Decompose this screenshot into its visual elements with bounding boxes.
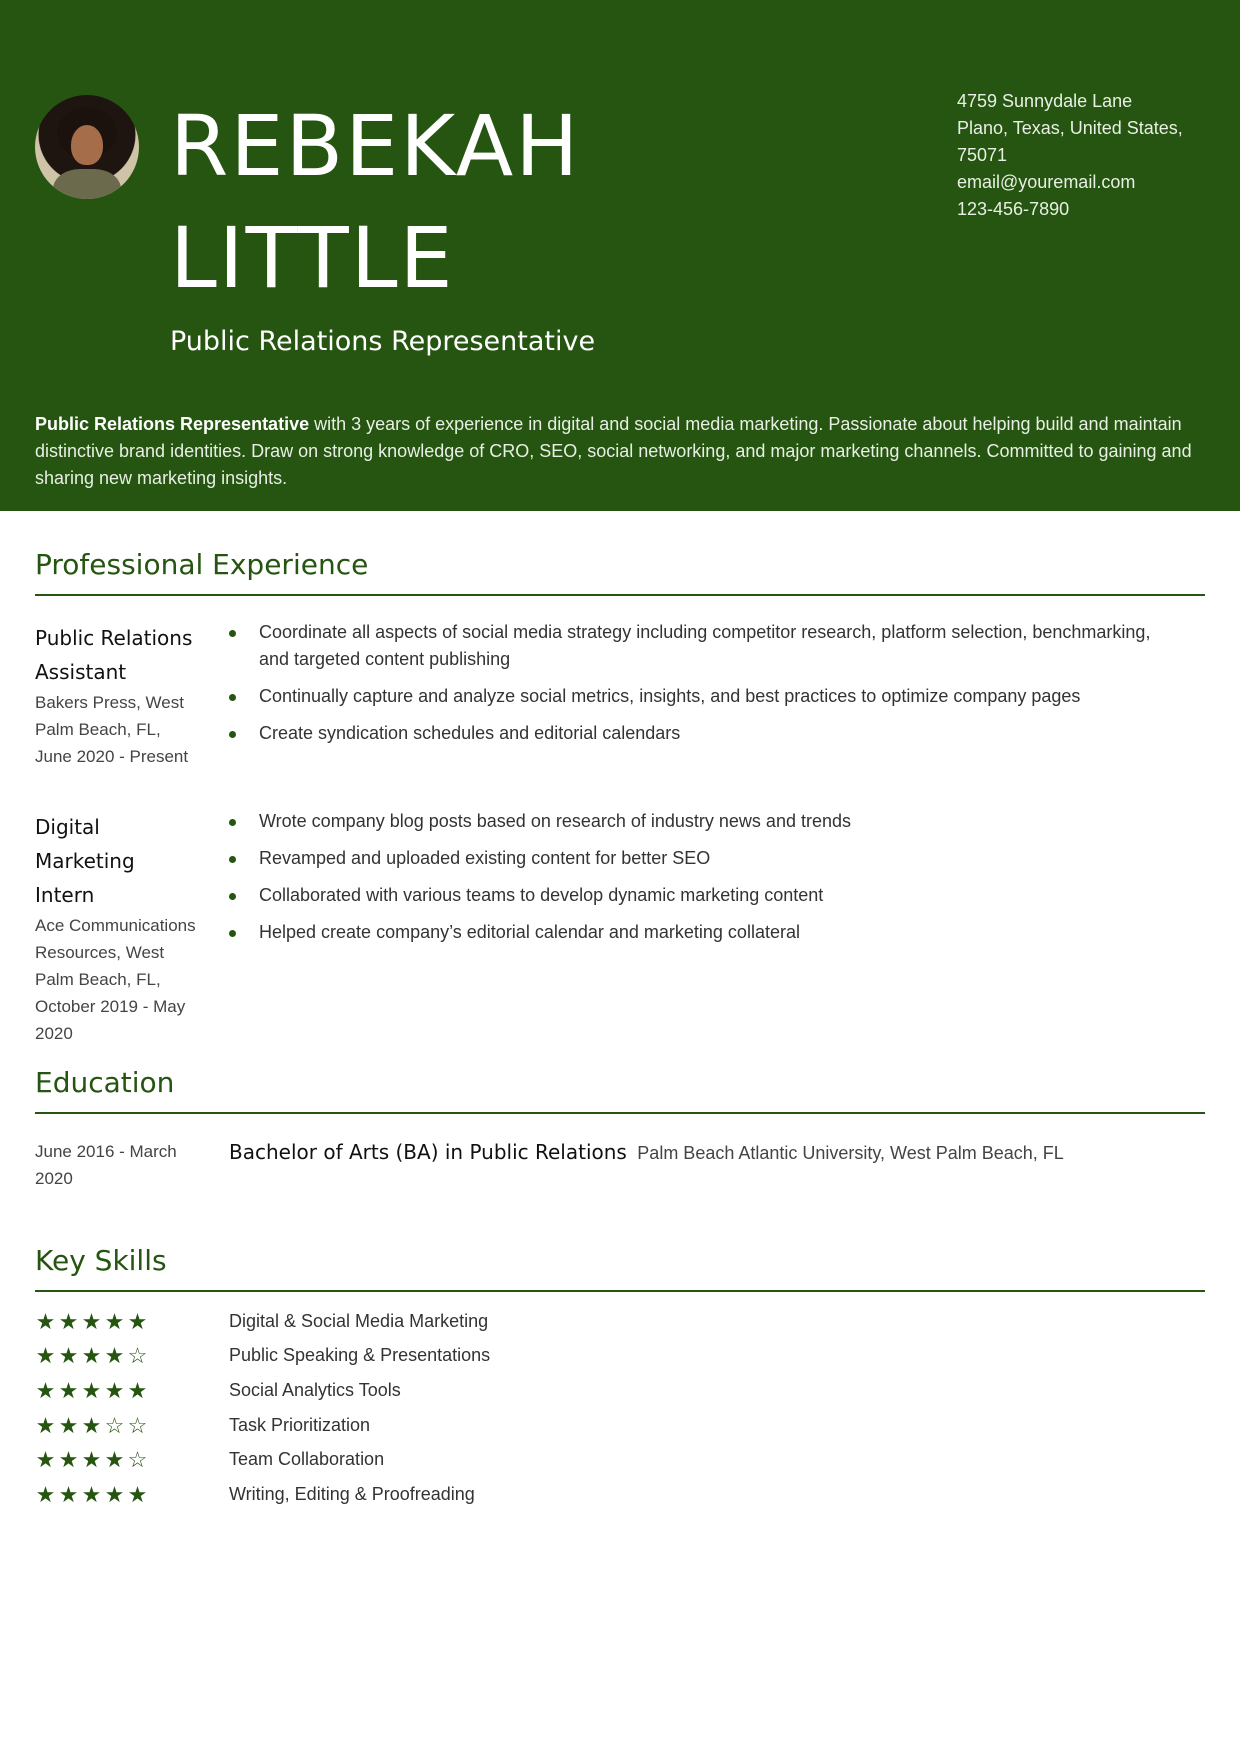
star-filled-icon: ★	[104, 1308, 125, 1334]
skills-list	[35, 1304, 935, 1512]
star-filled-icon: ★	[127, 1377, 148, 1403]
contact-email: email@youremail.com	[957, 172, 1136, 192]
job-1-bullet: Continually capture and analyze social metrics, insights, and best practices to optimize company pages	[229, 683, 1179, 710]
summary-text: with 3 years of experience in digital and social media marketing. Passionate about helping build and maintain distinctive brand identities. Draw on strong knowledge of CRO, SEO, social networking, and major marketing channels. Committed to gaining and sharing new marketing insights.	[35, 414, 1192, 488]
skill-name: Task Prioritization	[229, 1414, 371, 1435]
star-filled-icon: ★	[58, 1412, 79, 1438]
star-filled-icon: ★	[58, 1377, 79, 1403]
star-outline-icon: ☆	[127, 1412, 148, 1438]
skill-name: Digital & Social Media Marketing	[229, 1310, 489, 1331]
star-filled-icon: ★	[127, 1481, 148, 1507]
education-entry	[229, 1140, 1064, 1164]
job-2-bullet: Wrote company blog posts based on research of industry news and trends	[229, 808, 1179, 835]
contact-phone: 123-456-7890	[957, 199, 1070, 219]
job-1-bullet: Create syndication schedules and editorial calendars	[229, 720, 1179, 747]
star-filled-icon: ★	[127, 1308, 148, 1334]
skill-row	[35, 1477, 935, 1512]
job-2-details	[35, 810, 200, 1047]
profile-summary	[35, 411, 1205, 492]
skills-divider	[35, 1290, 1205, 1292]
contact-details	[957, 88, 1197, 223]
skill-row	[35, 1442, 935, 1477]
star-filled-icon: ★	[104, 1377, 125, 1403]
star-filled-icon: ★	[58, 1447, 79, 1473]
skill-name: Public Speaking & Presentations	[229, 1345, 491, 1366]
skill-name: Writing, Editing & Proofreading	[229, 1483, 475, 1504]
profile-photo-shirt	[53, 169, 121, 199]
job-2-meta: Ace Communications Resources, West Palm Beach, FL, October 2019 - May 2020	[35, 916, 196, 1043]
skill-name: Social Analytics Tools	[229, 1379, 401, 1400]
job-2-title: Digital Marketing Intern	[35, 815, 135, 907]
star-filled-icon: ★	[81, 1481, 102, 1507]
star-filled-icon: ★	[35, 1343, 56, 1369]
education-school: Palm Beach Atlantic University, West Palm Beach, FL	[637, 1143, 1064, 1163]
profile-photo	[35, 95, 139, 199]
skill-rating	[35, 1481, 229, 1507]
job-1-title: Public Relations Assistant	[35, 626, 193, 684]
star-filled-icon: ★	[81, 1377, 102, 1403]
job-1-bullet: Coordinate all aspects of social media strategy including competitor research, platform selection, benchmarking, and targeted content publishing	[229, 619, 1179, 673]
star-filled-icon: ★	[104, 1343, 125, 1369]
star-filled-icon: ★	[35, 1447, 56, 1473]
star-filled-icon: ★	[81, 1412, 102, 1438]
skill-row	[35, 1304, 935, 1339]
star-filled-icon: ★	[35, 1308, 56, 1334]
star-filled-icon: ★	[58, 1343, 79, 1369]
skill-rating	[35, 1308, 229, 1334]
skill-row	[35, 1408, 935, 1443]
star-filled-icon: ★	[104, 1447, 125, 1473]
candidate-name-line2: LITTLE	[170, 209, 455, 307]
education-date: June 2016 - March 2020	[35, 1142, 177, 1188]
star-filled-icon: ★	[35, 1481, 56, 1507]
skill-rating	[35, 1447, 229, 1473]
star-filled-icon: ★	[58, 1308, 79, 1334]
resume-header	[0, 0, 1240, 511]
profile-photo-face	[71, 125, 103, 165]
star-filled-icon: ★	[35, 1412, 56, 1438]
skill-row	[35, 1373, 935, 1408]
skill-rating	[35, 1412, 229, 1438]
star-filled-icon: ★	[58, 1481, 79, 1507]
candidate-name-line1: REBEKAH	[170, 97, 581, 195]
star-filled-icon: ★	[104, 1481, 125, 1507]
experience-heading: Professional Experience	[35, 548, 369, 581]
education-degree: Bachelor of Arts (BA) in Public Relations	[229, 1140, 627, 1164]
star-outline-icon: ☆	[127, 1343, 148, 1369]
summary-bold-role: Public Relations Representative	[35, 414, 310, 434]
skill-name: Team Collaboration	[229, 1449, 385, 1470]
star-filled-icon: ★	[81, 1447, 102, 1473]
star-outline-icon: ☆	[104, 1412, 125, 1438]
star-filled-icon: ★	[35, 1377, 56, 1403]
education-divider	[35, 1112, 1205, 1114]
candidate-name	[170, 90, 580, 314]
contact-city: Plano, Texas, United States, 75071	[957, 118, 1183, 165]
job-1-details	[35, 621, 200, 770]
experience-divider	[35, 594, 1205, 596]
star-outline-icon: ☆	[127, 1447, 148, 1473]
skill-rating	[35, 1343, 229, 1369]
star-filled-icon: ★	[81, 1308, 102, 1334]
job-1-bullets	[229, 619, 1179, 757]
contact-street: 4759 Sunnydale Lane	[957, 91, 1133, 111]
job-1-meta: Bakers Press, West Palm Beach, FL, June 2020 - Present	[35, 693, 189, 766]
skill-rating	[35, 1377, 229, 1403]
job-2-bullet: Helped create company’s editorial calendar and marketing collateral	[229, 919, 1179, 946]
skills-heading: Key Skills	[35, 1244, 167, 1277]
skill-row	[35, 1339, 935, 1374]
job-2-bullet: Collaborated with various teams to develop dynamic marketing content	[229, 882, 1179, 909]
star-filled-icon: ★	[81, 1343, 102, 1369]
job-2-bullet: Revamped and uploaded existing content for better SEO	[229, 845, 1179, 872]
job-2-bullets	[229, 808, 1179, 956]
education-heading: Education	[35, 1066, 175, 1099]
candidate-role: Public Relations Representative	[170, 326, 596, 357]
